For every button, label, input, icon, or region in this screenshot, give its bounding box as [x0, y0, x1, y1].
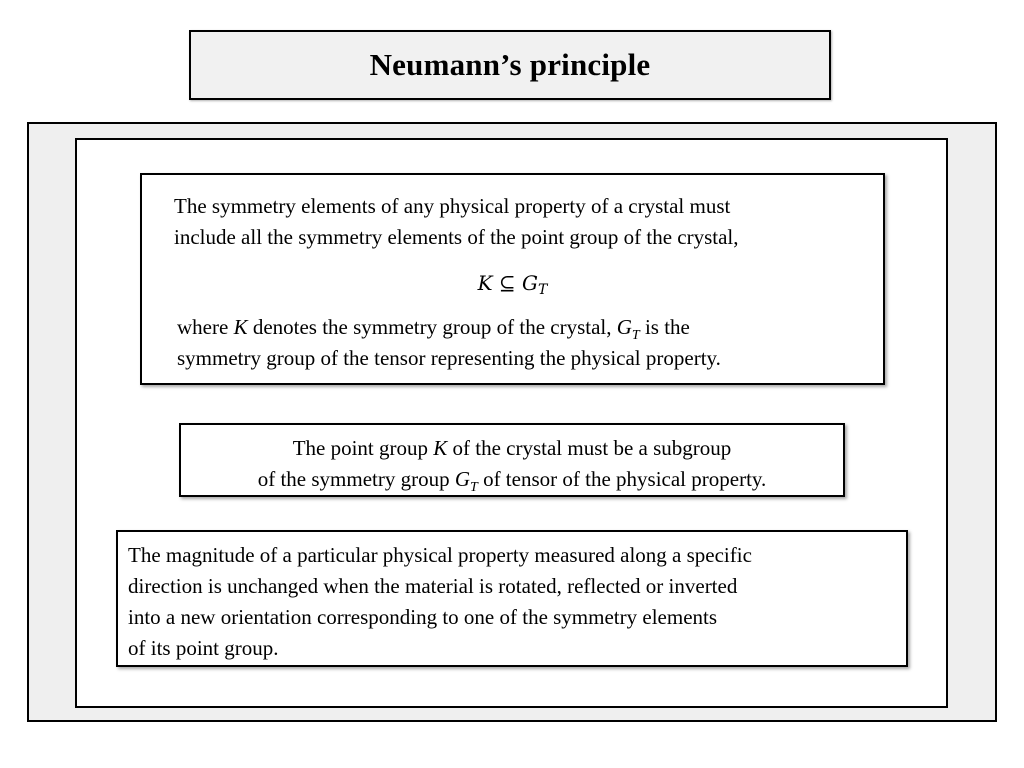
magnitude-statement-box [116, 530, 908, 667]
formula-g: G [522, 271, 539, 295]
subgroup-text [181, 425, 843, 495]
slide-title: Neumann’s principle [369, 47, 651, 82]
definition-g: G [616, 315, 632, 339]
definition-where: where [177, 315, 234, 339]
magnitude-line-4: of its point group. [128, 636, 279, 660]
subgroup-line-1 [181, 433, 843, 464]
definition-k: K [233, 315, 248, 339]
definition-post: is the [639, 315, 690, 339]
subgroup-line2-post: of tensor of the physical property. [477, 467, 767, 491]
subgroup-line2-pre: of the symmetry group [257, 467, 455, 491]
statement-text [174, 191, 739, 253]
magnitude-line-2: direction is unchanged when the material is rotated, reflected or inverted [128, 574, 738, 598]
subset-formula [142, 271, 883, 298]
subgroup-line-2 [181, 464, 843, 495]
formula-g-subscript: T [538, 282, 548, 298]
subgroup-g: G [454, 467, 471, 491]
title-box [189, 30, 831, 100]
formula-k: K [477, 271, 493, 295]
definition-line-2: symmetry group of the tensor representing the physical property. [177, 346, 721, 370]
principle-statement-box [140, 173, 885, 385]
subgroup-k: K [433, 436, 448, 460]
statement-line-1: The symmetry elements of any physical property of a crystal must [174, 194, 731, 218]
definition-line-1 [177, 312, 721, 343]
magnitude-line-3: into a new orientation corresponding to one of the symmetry elements [128, 605, 718, 629]
definition-g-subscript: T [631, 328, 640, 344]
definition-text [177, 312, 721, 374]
statement-line-2: include all the symmetry elements of the point group of the crystal, [174, 225, 739, 249]
definition-mid: denotes the symmetry group of the crystal, [247, 315, 617, 339]
subgroup-post: of the crystal must be a subgroup [447, 436, 732, 460]
magnitude-text [118, 532, 906, 664]
subgroup-pre: The point group [292, 436, 434, 460]
subgroup-statement-box [179, 423, 845, 497]
magnitude-line-1: The magnitude of a particular physical property measured along a specific [128, 543, 752, 567]
subgroup-g-subscript: T [470, 480, 478, 496]
formula-subset-symbol: ⊆ [498, 271, 516, 295]
